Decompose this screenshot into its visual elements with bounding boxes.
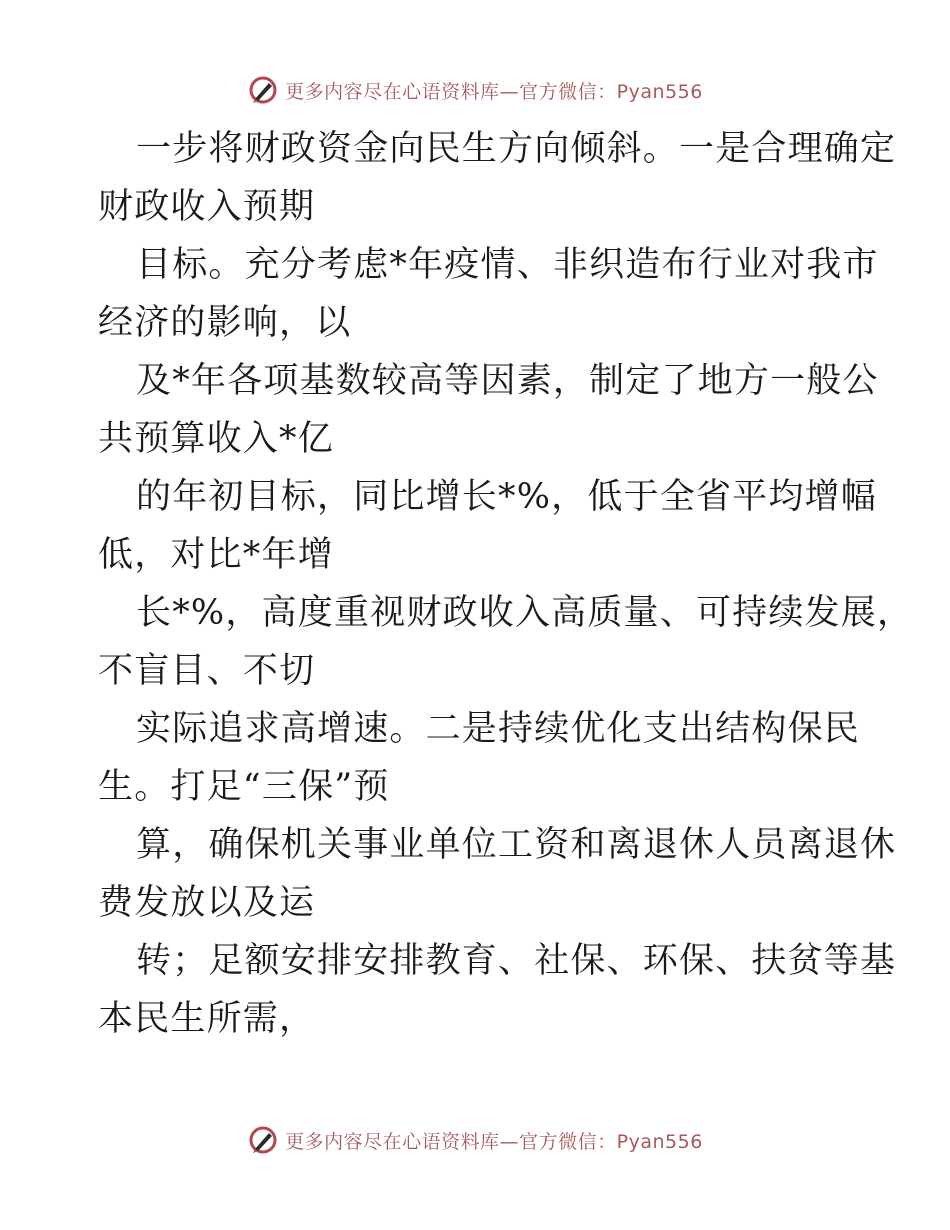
line-6b: 生。打足“三保”预 — [98, 767, 390, 807]
header-watermark-text: 更多内容尽在心语资料库—官方微信：Pyan556 — [285, 80, 703, 103]
line-1b: 财政收入预期 — [98, 187, 316, 227]
footer-watermark-text: 更多内容尽在心语资料库—官方微信：Pyan556 — [285, 1130, 703, 1153]
line-8a: 转；足额安排安排教育、社保、环保、扶贫等基 — [136, 941, 897, 981]
line-1a: 一步将财政资金向民生方向倾斜。一是合理确定 — [136, 129, 897, 169]
paragraph-7 — [98, 816, 897, 932]
paragraph-5 — [98, 584, 914, 700]
line-7a: 算，确保机关事业单位工资和离退休人员离退休 — [136, 825, 897, 865]
line-3a: 及*年各项基数较高等因素，制定了地方一般公 — [136, 361, 879, 401]
line-3b: 共预算收入*亿 — [98, 419, 334, 459]
paragraph-1 — [98, 120, 897, 236]
line-7b: 费发放以及运 — [98, 883, 316, 923]
paragraph-4 — [98, 468, 877, 584]
pen-circle-logo-icon — [247, 74, 279, 106]
line-2a: 目标。充分考虑*年疫情、非织造布行业对我市 — [136, 245, 879, 285]
paragraph-8 — [98, 932, 897, 1048]
paragraph-2 — [98, 236, 879, 352]
line-5a: 长*%，高度重视财政收入高质量、可持续发展， — [136, 593, 914, 633]
document-body — [98, 120, 914, 1048]
line-4a: 的年初目标，同比增长*%，低于全省平均增幅 — [136, 477, 877, 517]
line-2b: 经济的影响，以 — [98, 303, 352, 343]
line-8b: 本民生所需， — [98, 999, 316, 1039]
footer-watermark — [0, 1120, 950, 1160]
paragraph-3 — [98, 352, 879, 468]
header-watermark — [0, 70, 950, 110]
pen-circle-logo-icon — [247, 1124, 279, 1156]
line-6a: 实际追求高增速。二是持续优化支出结构保民 — [136, 709, 861, 749]
line-5b: 不盲目、不切 — [98, 651, 316, 691]
paragraph-6 — [98, 700, 861, 816]
line-4b: 低，对比*年增 — [98, 535, 334, 575]
